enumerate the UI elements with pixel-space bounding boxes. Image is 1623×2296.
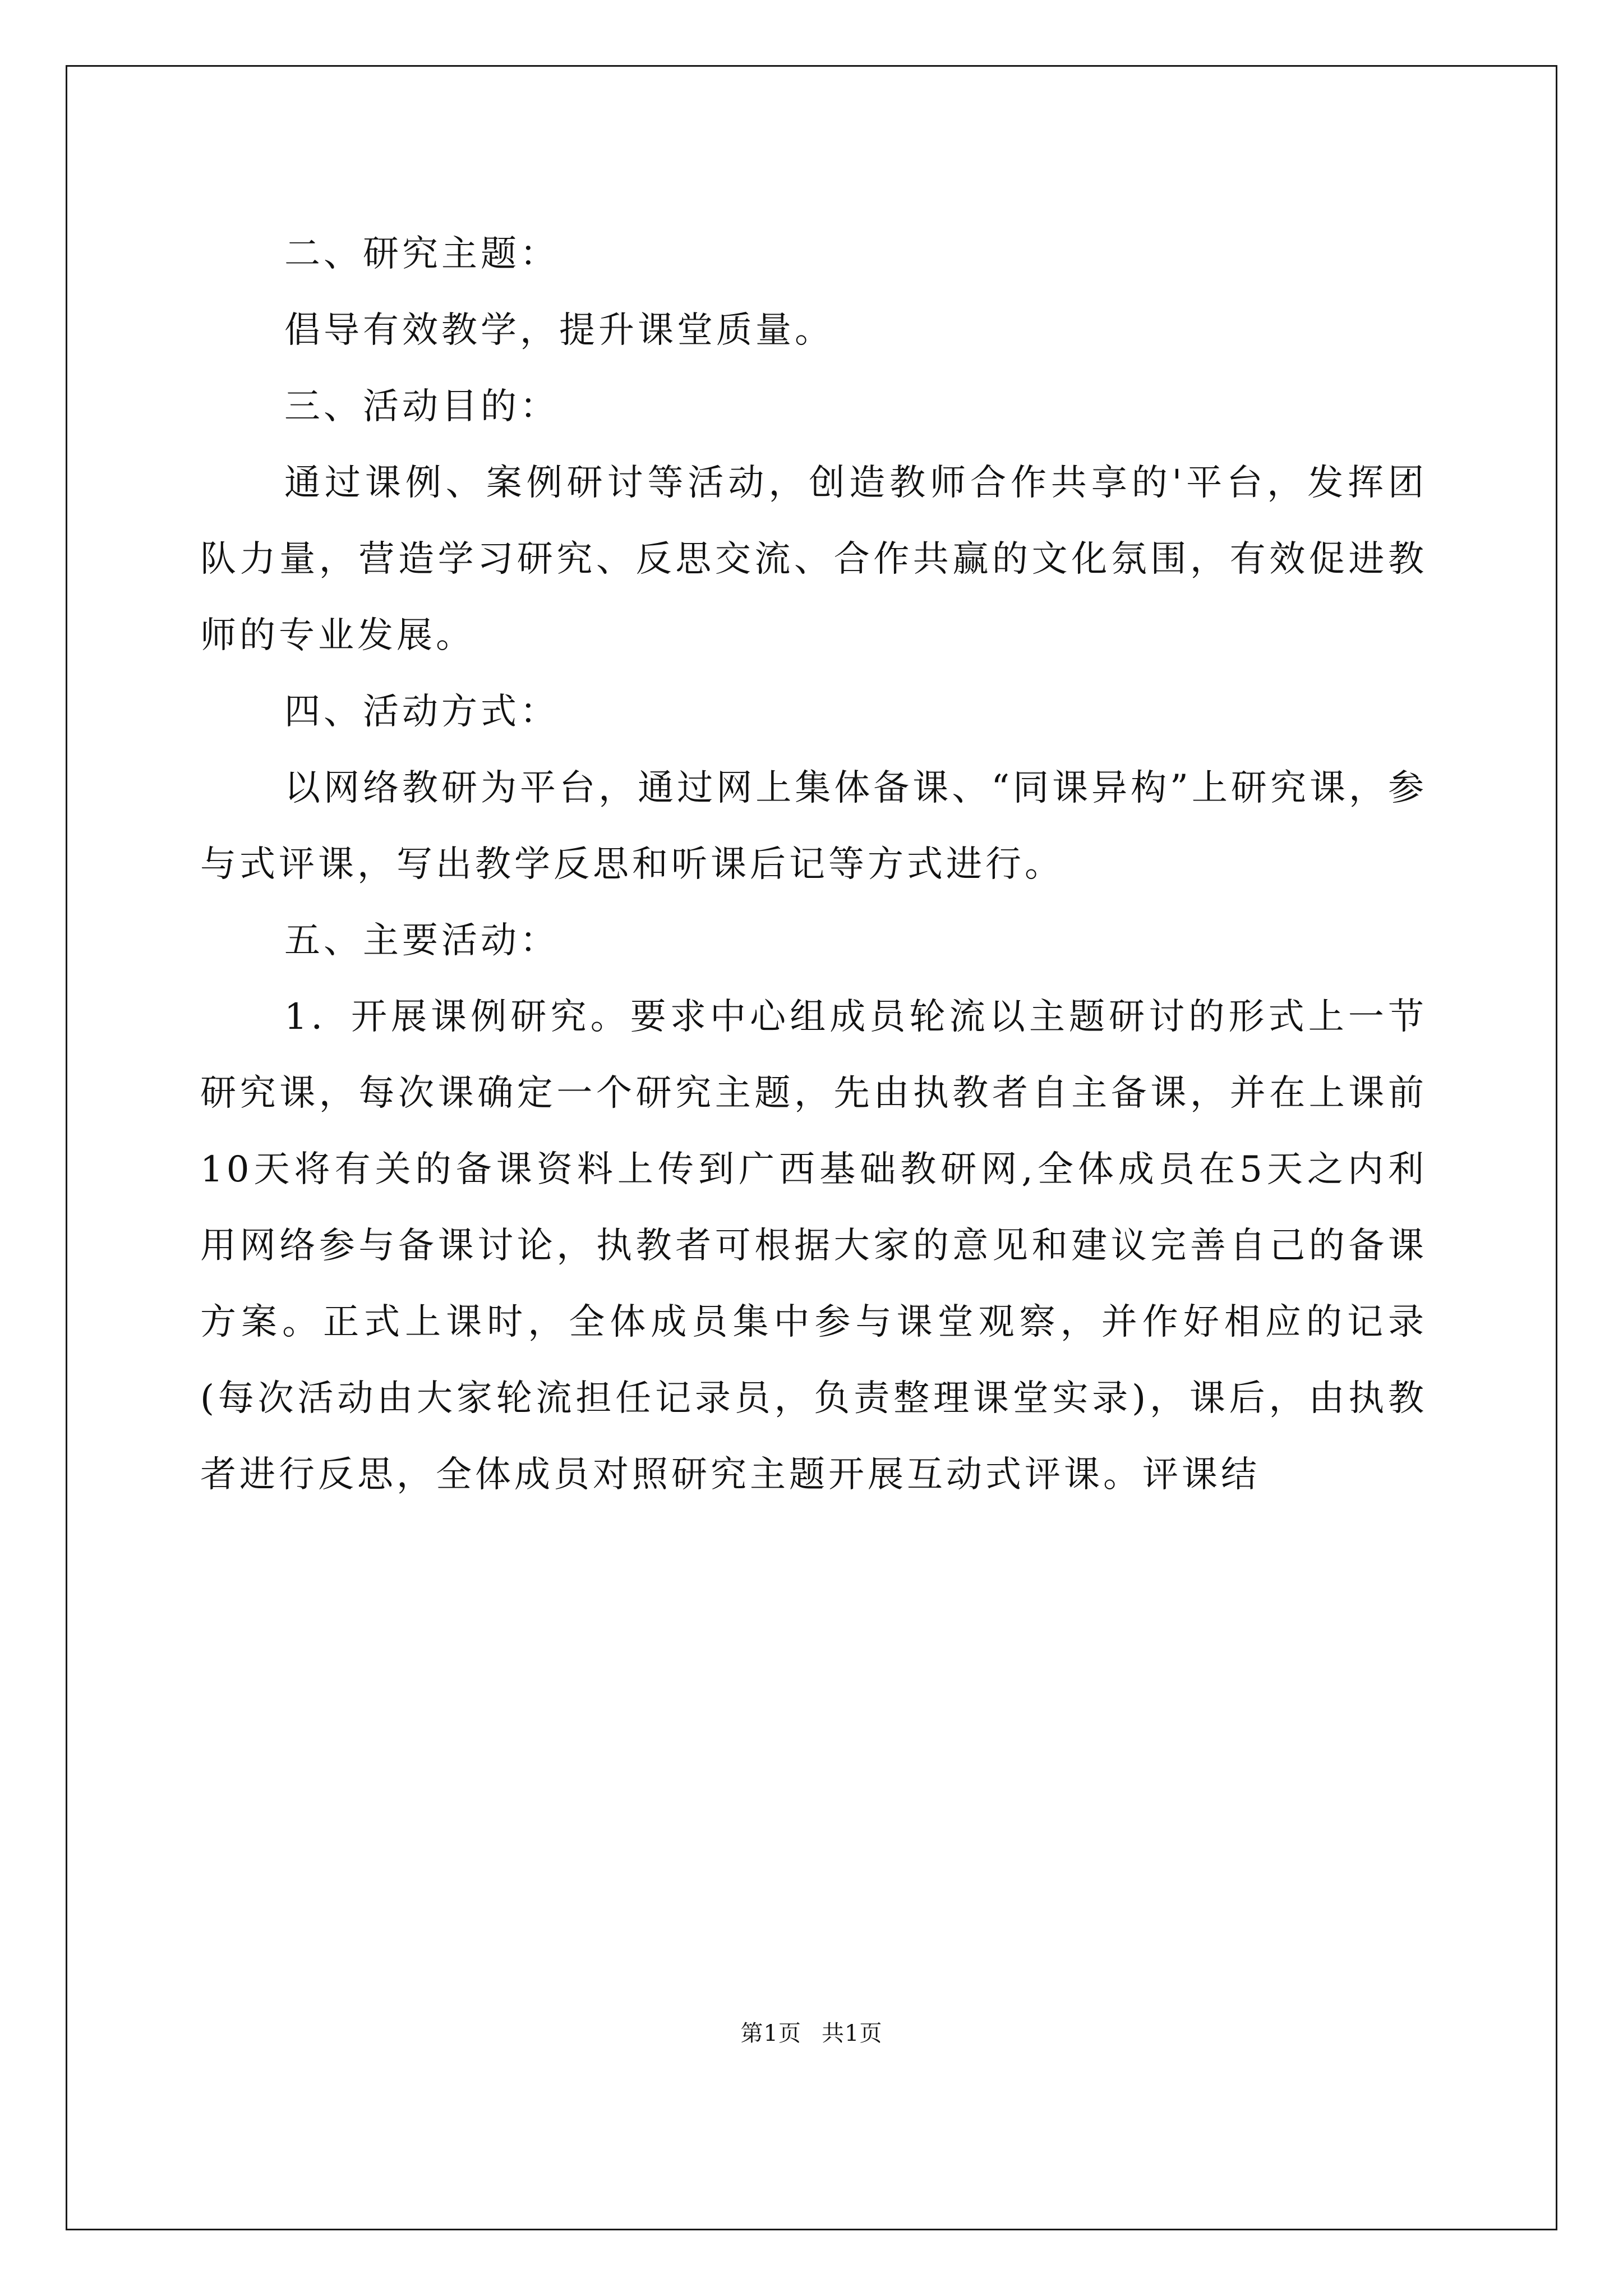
section-heading-research-theme: 二、研究主题： [284, 233, 559, 275]
section-heading-activity-purpose: 三、活动目的： [284, 386, 559, 427]
main-activities-text: 1．开展课例研究。要求中心组成员轮流以主题研讨的形式上一节研究课，每次课确定一个研究主题，先由执教者自主备课，并在上课前10天将有关的备课资料上传到广西基础教研网,全体成员在5天之内利用网络参与备课讨论，执教者可根据大家的意见和建议完善自己的备课方案。正式上课时，全体成员集中参与课堂观察，并作好相应的记录(每次活动由大家轮流担任记录员，负责整理课堂实录)，课后，由执教者进行反思，全体成员对照研究主题开展互动式评课。评课结 [200, 996, 1427, 1496]
page-total: 共1页 [822, 2021, 883, 2046]
page-number: 第1页 [740, 2021, 801, 2046]
activity-method-text: 以网络教研为平台，通过网上集体备课、“同课异构”上研究课，参与式评课，写出教学反思和听课后记等方式进行。 [200, 767, 1427, 885]
section-heading-activity-method: 四、活动方式： [284, 691, 559, 733]
document-body [200, 216, 1427, 1513]
page-footer [0, 2016, 1623, 2047]
activity-purpose-text: 通过课例、案例研讨等活动，创造教师合作共享的'平台，发挥团队力量，营造学习研究、反思交流、合作共赢的文化氛围，有效促进教师的专业发展。 [200, 462, 1427, 656]
section-heading-main-activities: 五、主要活动： [284, 920, 559, 961]
research-theme-text: 倡导有效教学，提升课堂质量。 [284, 310, 834, 351]
